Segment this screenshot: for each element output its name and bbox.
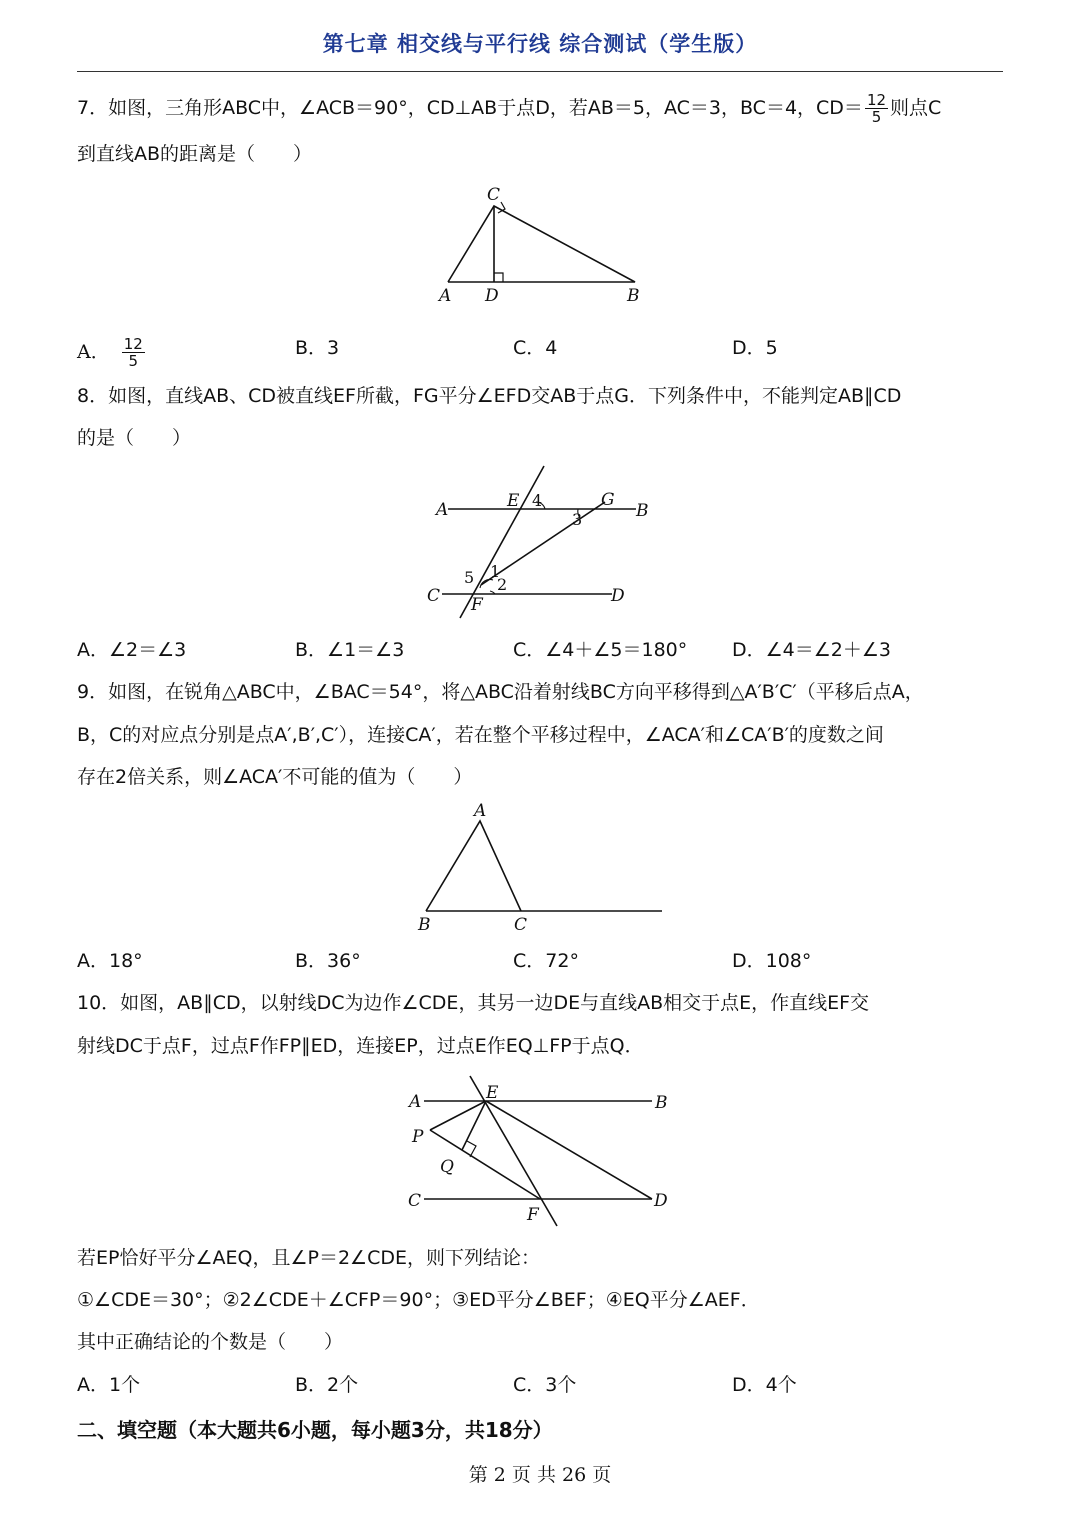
q7-option-c[interactable]: C．4 [513, 337, 558, 359]
q8-label-d: D [611, 586, 625, 606]
page-header-title: 第七章 相交线与平行线 综合测试（学生版） [322, 32, 758, 56]
q10-question-line: 其中正确结论的个数是（ ） [77, 1331, 344, 1353]
q10-stem-line2: 射线DC于点F，过点F作FP∥ED，连接EP，过点E作EQ⊥FP于点Q． [77, 1035, 644, 1057]
q10-option-a[interactable]: A．1个 [77, 1374, 141, 1396]
q7-option-b[interactable]: B．3 [295, 337, 340, 359]
q9-option-d[interactable]: D．108° [732, 950, 812, 972]
q8-label-angle3: 3 [572, 510, 583, 529]
q10-option-b[interactable]: B．2个 [295, 1374, 359, 1396]
q8-option-c[interactable]: C．∠4＋∠5＝180° [513, 639, 688, 661]
q8-label-angle5: 5 [464, 568, 475, 587]
q10-geometry-figure [400, 1070, 690, 1230]
q10-label-b: B [655, 1093, 668, 1113]
q8-label-e: E [507, 491, 520, 511]
q8-option-a[interactable]: A．∠2＝∠3 [77, 639, 187, 661]
q8-label-angle1: 1 [490, 562, 501, 581]
q8-stem-line1: 8．如图，直线AB、CD被直线EF所截，FG平分∠EFD交AB于点G．下列条件中，不能判定AB∥CD [77, 385, 902, 407]
q10-label-d: D [654, 1191, 668, 1211]
q7-label-a: A [439, 286, 452, 306]
q10-conclusions-line: ①∠CDE＝30°；②2∠CDE＋∠CFP＝90°；③ED平分∠BEF；④EQ平分∠AEF． [77, 1289, 760, 1311]
q10-label-f: F [527, 1205, 539, 1225]
q8-parallel-lines-figure [420, 460, 670, 625]
q8-stem-line2: 的是（ ） [77, 427, 192, 449]
q9-label-c: C [514, 915, 528, 935]
q10-label-e: E [486, 1083, 499, 1103]
q8-option-d[interactable]: D．∠4＝∠2＋∠3 [732, 639, 891, 661]
q8-label-angle4: 4 [532, 491, 543, 510]
q7-option-d[interactable]: D．5 [732, 337, 778, 359]
q7-text1: 7．如图，三角形ABC中，∠ACB＝90°，CD⊥AB于点D，若AB＝5，AC＝3，BC＝4，CD＝ [77, 97, 863, 119]
q10-label-c: C [408, 1191, 422, 1211]
q8-option-b[interactable]: B．∠1＝∠3 [295, 639, 405, 661]
q7-option-a[interactable]: A． $\frac{12}{5}$ [77, 335, 143, 370]
q10-label-q: Q [440, 1157, 454, 1177]
q9-option-c[interactable]: C．72° [513, 950, 579, 972]
q10-option-c[interactable]: C．3个 [513, 1374, 577, 1396]
q8-label-c: C [427, 586, 441, 606]
q8-label-f: F [471, 595, 483, 615]
q10-label-a: A [409, 1092, 422, 1112]
q8-label-angle2: 2 [497, 575, 508, 594]
q7-option-a-fraction: $\frac{12}{5}$ [123, 335, 143, 370]
q9-stem-line2: B，C的对应点分别是点A′,B′,C′），连接CA′，若在整个平移过程中，∠ACA′和∠CA′B′的度数之间 [77, 724, 884, 746]
q9-stem-line3: 存在2倍关系，则∠ACA′不可能的值为（ ） [77, 766, 473, 788]
q10-stem-line1: 10．如图，AB∥CD，以射线DC为边作∠CDE，其另一边DE与直线AB相交于点E，作直线EF交 [77, 992, 870, 1014]
page-footer: 第 2 页 共 26 页 [468, 1464, 612, 1486]
q9-triangle-figure [410, 795, 670, 940]
q7-stem-line2: 到直线AB的距离是（ ） [77, 143, 313, 165]
q8-label-g: G [601, 490, 615, 510]
header-rule [77, 71, 1003, 72]
q7-label-c: C [487, 185, 501, 205]
q10-label-p: P [412, 1127, 424, 1147]
q10-option-d[interactable]: D．4个 [732, 1374, 797, 1396]
q9-option-a[interactable]: A．18° [77, 950, 143, 972]
q7-cd-fraction: $\frac{12}{5}$ [866, 91, 887, 126]
q7-label-b: B [627, 286, 640, 306]
q9-option-b[interactable]: B．36° [295, 950, 361, 972]
q8-label-a: A [436, 500, 449, 520]
q7-stem-line1 [77, 92, 941, 125]
q8-label-b: B [636, 501, 649, 521]
q7-text1-tail: 则点C [890, 97, 942, 119]
q9-label-a: A [474, 801, 487, 821]
section-heading-fill-in: 二、填空题（本大题共6小题，每小题3分，共18分） [77, 1418, 553, 1442]
q9-label-b: B [418, 915, 431, 935]
q9-stem-line1: 9．如图，在锐角△ABC中，∠BAC＝54°，将△ABC沿着射线BC方向平移得到△A′B′C′（平移后点A， [77, 681, 924, 703]
q7-triangle-figure [430, 180, 660, 310]
q7-label-d: D [485, 286, 499, 306]
q10-condition-line: 若EP恰好平分∠AEQ，且∠P＝2∠CDE，则下列结论： [77, 1247, 540, 1269]
